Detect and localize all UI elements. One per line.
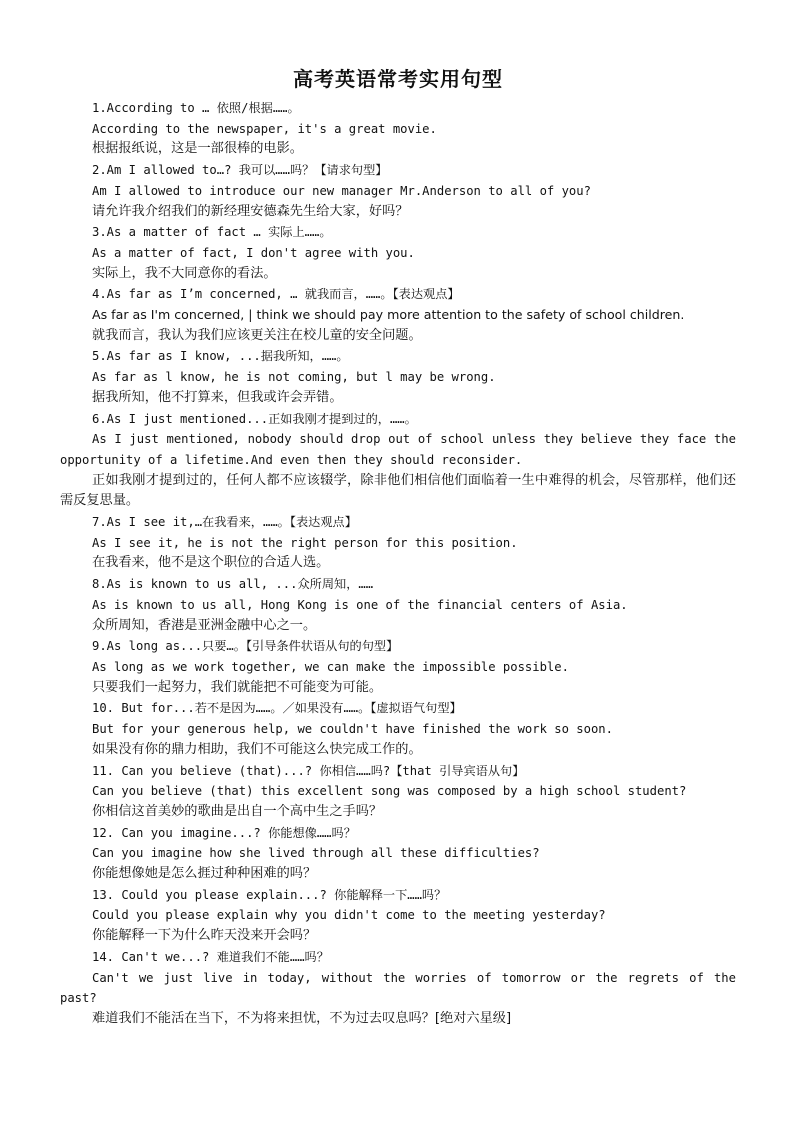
example-chinese-9: 只要我们一起努力，我们就能把不可能变为可能。 xyxy=(92,679,383,695)
example-english-7: As I see it, he is not the right person for this position. xyxy=(92,535,518,550)
pattern-heading-13: 13. Could you please explain...? 你能解释一下……吗？ xyxy=(92,887,447,902)
example-chinese-2: 请允许我介绍我们的新经理安德森先生给大家，好吗？ xyxy=(92,203,409,219)
pattern-heading-7: 7.As I see it,…在我看来，……。【表达观点】 xyxy=(92,515,357,530)
example-english-5: As far as l know, he is not coming, but l may be wrong. xyxy=(92,370,496,385)
example-chinese-8: 众所周知，香港是亚洲金融中心之一。 xyxy=(92,617,317,633)
example-english-6: As I just mentioned, nobody should drop out of school unless they believe they face the opportunity of a lifetime.And even then they should reconsider. xyxy=(60,432,736,467)
example-english-14: Can't we just live in today, without the worries of tomorrow or the regrets of the past? xyxy=(60,970,736,1006)
example-english-11: Can you believe (that) this excellent song was composed by a high school student? xyxy=(92,784,687,799)
pattern-heading-11: 11. Can you believe (that)...? 你相信……吗?【that 引导宾语从句】 xyxy=(92,763,525,778)
pattern-heading-3: 3.As a matter of fact … 实际上……。 xyxy=(92,225,332,240)
document-page xyxy=(60,64,736,1030)
pattern-heading-5: 5.As far as I know, ...据我所知，……。 xyxy=(92,349,349,364)
example-english-8: As is known to us all, Hong Kong is one of the financial centers of Asia. xyxy=(92,597,628,612)
pattern-heading-2: 2.Am I allowed to…? 我可以……吗？【请求句型】 xyxy=(92,163,388,178)
pattern-heading-6: 6.As I just mentioned...正如我刚才提到过的，……。 xyxy=(92,411,417,426)
example-english-4: As far as I'm concerned, | think we should pay more attention to the safety of school children. xyxy=(92,307,685,323)
pattern-heading-1: 1.According to … 依照/根据……。 xyxy=(92,101,300,115)
example-english-12: Can you imagine how she lived through all these difficulties? xyxy=(92,846,540,861)
example-english-1: According to the newspaper, it's a great movie. xyxy=(92,121,437,136)
pattern-heading-8: 8.As is known to us all, ...众所周知，…… xyxy=(92,577,374,592)
example-chinese-12: 你能想像她是怎么捱过种种困难的吗？ xyxy=(92,866,317,882)
example-chinese-4: 就我而言，我认为我们应该更关注在校儿童的安全问题。 xyxy=(92,327,422,343)
example-chinese-6: 正如我刚才提到过的，任何人都不应该辍学，除非他们相信他们面临着一生中难得的机会，尽管那样，他们还需反复思量。 xyxy=(60,472,736,509)
pattern-heading-10: 10. But for...若不是因为……。／如果没有……。【虚拟语气句型】 xyxy=(92,701,462,716)
pattern-heading-12: 12. Can you imagine...? 你能想像……吗？ xyxy=(92,825,356,840)
example-chinese-11: 你相信这首美妙的歌曲是出自一个高中生之手吗？ xyxy=(92,803,383,819)
example-chinese-1: 根据报纸说，这是一部很棒的电影。 xyxy=(92,141,303,157)
example-english-3: As a matter of fact, I don't agree with you. xyxy=(92,245,415,260)
example-chinese-7: 在我看来，他不是这个职位的合适人选。 xyxy=(92,555,330,571)
example-english-2: Am I allowed to introduce our new manager Mr.Anderson to all of you? xyxy=(92,183,591,198)
example-english-9: As long as we work together, we can make the impossible possible. xyxy=(92,659,569,674)
example-chinese-3: 实际上，我不大同意你的看法。 xyxy=(92,265,277,281)
example-english-13: Could you please explain why you didn't come to the meeting yesterday? xyxy=(92,908,606,923)
pattern-heading-9: 9.As long as...只要…。【引导条件状语从句的句型】 xyxy=(92,639,399,654)
example-chinese-13: 你能解释一下为什么昨天没来开会吗？ xyxy=(92,928,317,944)
pattern-heading-4: 4.As far as I’m concerned, … 就我而言，……。【表达观点】 xyxy=(92,287,460,302)
example-english-10: But for your generous help, we couldn't have finished the work so soon. xyxy=(92,722,613,737)
page-title: 高考英语常考实用句型 xyxy=(293,67,503,91)
example-chinese-5: 据我所知，他不打算来，但我或许会弄错。 xyxy=(92,389,343,405)
pattern-heading-14: 14. Can't we...? 难道我们不能……吗？ xyxy=(92,949,329,964)
example-chinese-14: 难道我们不能活在当下，不为将来担忧，不为过去叹息吗？[绝对六星级] xyxy=(92,1010,512,1026)
example-chinese-10: 如果没有你的鼎力相助，我们不可能这么快完成工作的。 xyxy=(92,741,422,757)
